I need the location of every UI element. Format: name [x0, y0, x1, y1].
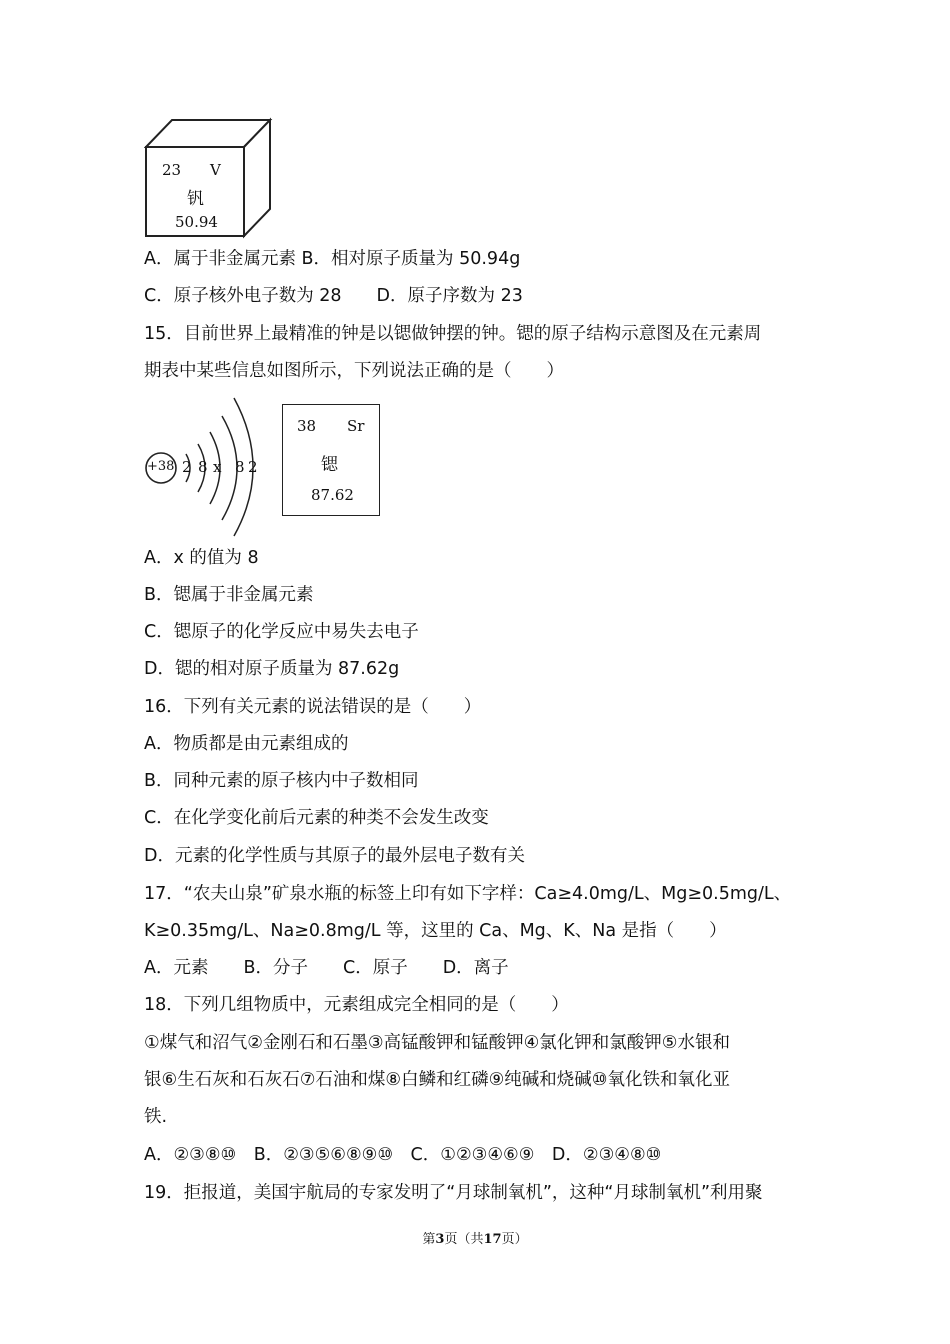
- q16-option-a: A．物质都是由元素组成的: [144, 734, 349, 754]
- element-name: 钒: [187, 189, 204, 209]
- q15-stem-line2: 期表中某些信息如图所示，下列说法正确的是（ ）: [144, 361, 564, 381]
- strontium-element-card: [282, 404, 380, 516]
- q15-option-b: B．锶属于非金属元素: [144, 585, 314, 605]
- element-symbol: Sr: [347, 417, 365, 435]
- atomic-mass: 50.94: [175, 213, 218, 231]
- q18-body-line1: ①煤气和沼气②金刚石和石墨③高锰酸钾和锰酸钾④氯化钾和氯酸钾⑤水银和: [144, 1033, 730, 1053]
- q16-option-c: C．在化学变化前后元素的种类不会发生改变: [144, 808, 489, 828]
- q15-option-a: A．x 的值为 8: [144, 548, 259, 568]
- q17-options: A．元素 B．分子 C．原子 D．离子: [144, 958, 509, 978]
- q14-options-cd: C．原子核外电子数为 28 D．原子序数为 23: [144, 286, 523, 306]
- shell-5-count: 2: [248, 458, 258, 476]
- shell-4-count: 8: [235, 458, 245, 476]
- q17-stem-line2: K≥0.35mg/L、Na≥0.8mg/L 等，这里的 Ca、Mg、K、Na 是指（ ）: [144, 921, 727, 941]
- q18-body-line2: 银⑥生石灰和石灰石⑦石油和煤⑧白鳞和红磷⑨纯碱和烧碱⑩氧化铁和氧化亚: [144, 1070, 730, 1090]
- atomic-number: 23: [162, 161, 182, 179]
- q18-options: A．②③⑧⑩ B．②③⑤⑥⑧⑨⑩ C．①②③④⑥⑨ D．②③④⑧⑩: [144, 1145, 662, 1165]
- strontium-atom-diagram: [140, 392, 270, 538]
- shell-3-count: x: [213, 458, 222, 476]
- q16-stem: 16．下列有关元素的说法错误的是（ ）: [144, 697, 482, 717]
- element-name: 锶: [321, 455, 338, 475]
- vanadium-element-card: [144, 117, 274, 239]
- q15-option-d: D．锶的相对原子质量为 87.62g: [144, 659, 400, 679]
- q16-option-b: B．同种元素的原子核内中子数相同: [144, 771, 419, 791]
- atomic-number: 38: [297, 417, 317, 435]
- q16-option-d: D．元素的化学性质与其原子的最外层电子数有关: [144, 846, 525, 866]
- footer-suffix: 页）: [501, 1232, 528, 1247]
- element-symbol: V: [210, 161, 221, 179]
- q18-body-line3: 铁.: [144, 1107, 168, 1127]
- q15-stem-line1: 15．目前世界上最精准的钟是以锶做钟摆的钟。锶的原子结构示意图及在元素周: [144, 324, 762, 344]
- q19-stem-line1: 19．拒报道，美国宇航局的专家发明了“月球制氧机”，这种“月球制氧机”利用聚: [144, 1183, 763, 1203]
- nucleus-charge: +38: [147, 459, 175, 474]
- page-footer: [0, 1228, 950, 1247]
- shell-1-count: 2: [182, 458, 192, 476]
- current-page-number: 3: [435, 1232, 445, 1247]
- total-pages-number: 17: [483, 1232, 502, 1247]
- q18-stem: 18．下列几组物质中，元素组成完全相同的是（ ）: [144, 995, 569, 1015]
- shell-2-count: 8: [198, 458, 208, 476]
- q14-options-ab: A．属于非金属元素 B．相对原子质量为 50.94g: [144, 249, 521, 269]
- footer-prefix: 第: [422, 1232, 436, 1247]
- footer-middle: 页（共: [444, 1232, 484, 1247]
- q17-stem-line1: 17．“农夫山泉”矿泉水瓶的标签上印有如下字样：Ca≥4.0mg/L、Mg≥0.5mg/L、: [144, 884, 792, 904]
- q15-option-c: C．锶原子的化学反应中易失去电子: [144, 622, 419, 642]
- atomic-mass: 87.62: [311, 486, 354, 504]
